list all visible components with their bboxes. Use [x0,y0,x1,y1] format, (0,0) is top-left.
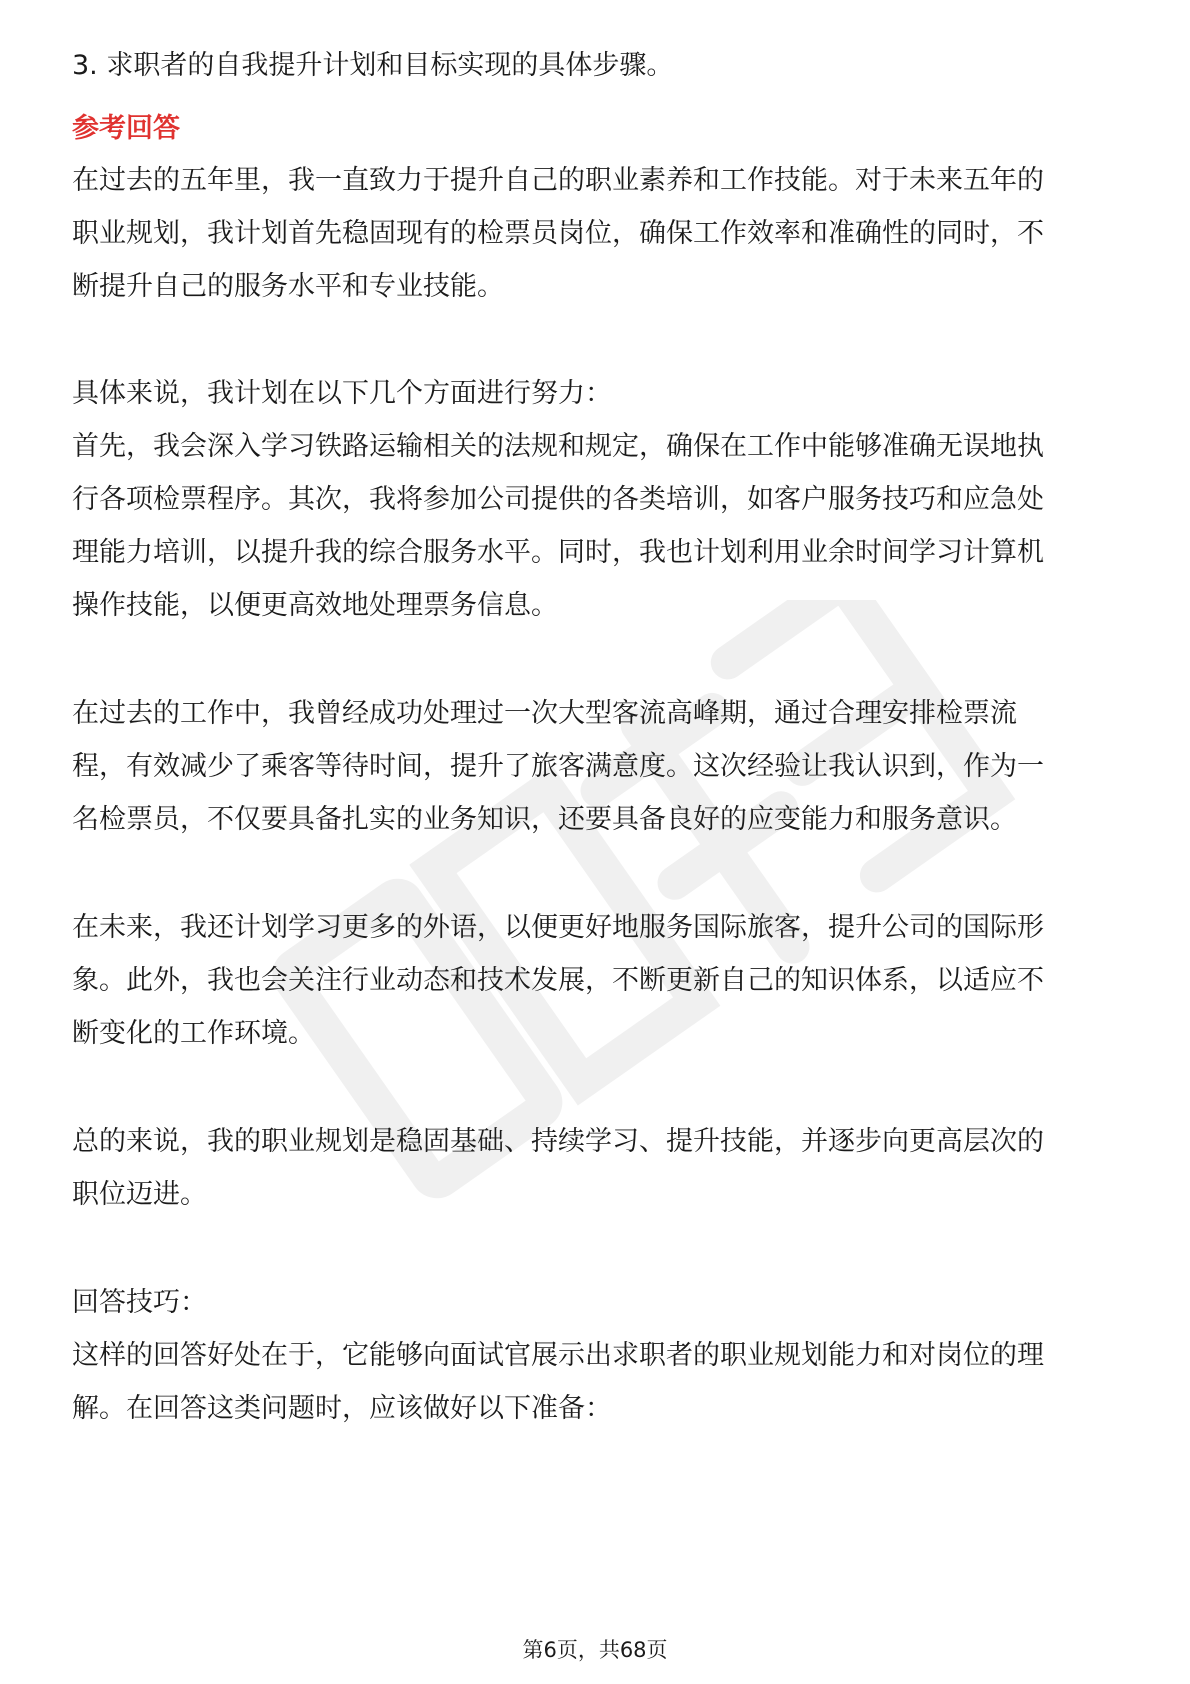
paragraph-1-line-1: 在过去的五年里，我一直致力于提升自己的职业素养和工作技能。对于未来五年的 [72,165,1044,196]
paragraph-4-line-2: 象。此外，我也会关注行业动态和技术发展，不断更新自己的知识体系，以适应不 [72,965,1044,996]
paragraph-4-line-1: 在未来，我还计划学习更多的外语，以便更好地服务国际旅客，提升公司的国际形 [72,912,1044,943]
paragraph-1-line-3: 断提升自己的服务水平和专业技能。 [72,271,504,302]
paragraph-2-line-1: 具体来说，我计划在以下几个方面进行努力： [72,378,612,409]
page-number-footer: 第6页，共68页 [522,1638,668,1662]
paragraph-2-line-4: 理能力培训，以提升我的综合服务水平。同时，我也计划利用业余时间学习计算机 [72,537,1044,568]
answer-heading: 参考回答 [72,113,180,144]
paragraph-3-line-2: 程，有效减少了乘客等待时间，提升了旅客满意度。这次经验让我认识到，作为一 [72,751,1044,782]
paragraph-4-line-3: 断变化的工作环境。 [72,1018,315,1049]
tips-line-2: 解。在回答这类问题时，应该做好以下准备： [72,1393,612,1424]
paragraph-2-line-5: 操作技能，以便更高效地处理票务信息。 [72,590,558,621]
tips-heading: 回答技巧： [72,1287,207,1318]
paragraph-3-line-3: 名检票员，不仅要具备扎实的业务知识，还要具备良好的应变能力和服务意识。 [72,804,1017,835]
paragraph-2-line-2: 首先，我会深入学习铁路运输相关的法规和规定，确保在工作中能够准确无误地执 [72,431,1044,462]
paragraph-2-line-3: 行各项检票程序。其次，我将参加公司提供的各类培训，如客户服务技巧和应急处 [72,484,1044,515]
paragraph-5-line-2: 职位迈进。 [72,1179,207,1210]
paragraph-3-line-1: 在过去的工作中，我曾经成功处理过一次大型客流高峰期，通过合理安排检票流 [72,698,1017,729]
watermark [250,600,1050,1200]
paragraph-1-line-2: 职业规划，我计划首先稳固现有的检票员岗位，确保工作效率和准确性的同时，不 [72,218,1044,249]
paragraph-5-line-1: 总的来说，我的职业规划是稳固基础、持续学习、提升技能，并逐步向更高层次的 [72,1126,1044,1157]
question-line: 3. 求职者的自我提升计划和目标实现的具体步骤。 [72,50,674,81]
tips-line-1: 这样的回答好处在于，它能够向面试官展示出求职者的职业规划能力和对岗位的理 [72,1340,1044,1371]
